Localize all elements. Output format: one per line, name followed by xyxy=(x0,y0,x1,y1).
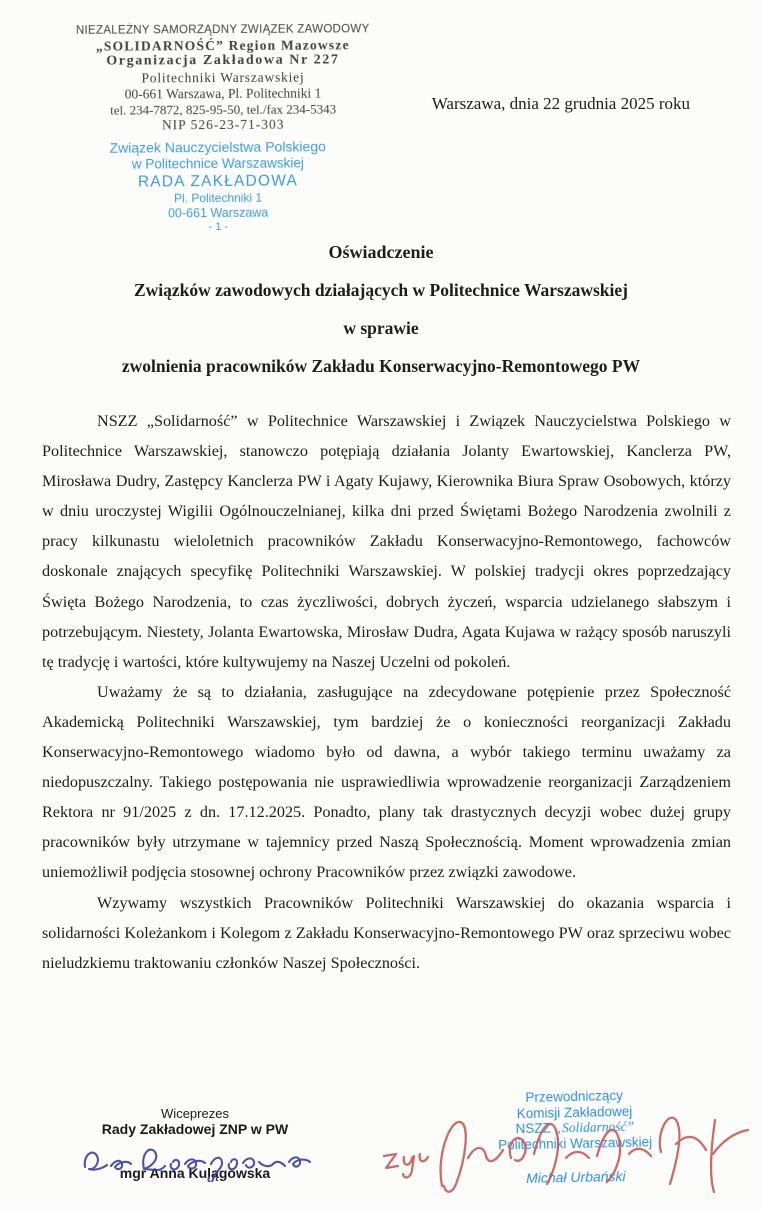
title-line: zwolnienia pracowników Zakładu Konserwacyjno-Remontowego PW xyxy=(121,356,641,376)
body-paragraph-3: Wzywamy wszystkich Pracowników Politechniki Warszawskiej do okazania wsparcia i solidarności Koleżankom i Kolegom z Zakładu Konserwacyjno-Remontowego PW oraz sprzeciwu wobec nieludzkiemu traktowaniu członków Naszej Społeczności. xyxy=(42,893,731,972)
body-paragraph-2: Uważamy że są to działania, zasługujące na zdecydowane potępienie przez Społeczność Akademicką Politechniki Warszawskiej, tym bardziej że o konieczności reorganizacji Zakładu Konserwacyjno-Remontowego wiadomo było od dawna, a wybór takiego terminu uważamy za niedopuszczalny. Takiego postępowania nie usprawiedliwia wprowadzenie reorganizacji Zarządzeniem Rektora nr 91/2025 z dn. 17.12.2025. Ponadto, plany tak drastycznych decyzji wobec dużej grupy pracowników były utrzymane w tajemnicy przed Naszą Społecznością. Moment wprowadzenia zmian uniemożliwił podjęcia stosownej ochrony Pracowników przez związki zawodowe. xyxy=(42,682,731,882)
stamp-line: Politechniki Warszawskiej xyxy=(141,69,305,86)
document-title: Oświadczenie xyxy=(328,242,434,262)
document-body xyxy=(42,406,731,978)
stamp-line: NIP 526-23-71-303 xyxy=(161,116,285,133)
stamp-line: w Politechnice Warszawskiej xyxy=(131,155,304,172)
right-signature-institution: Politechniki Warszawskiej xyxy=(497,1134,653,1153)
date-line: Warszawa, dnia 22 grudnia 2025 roku xyxy=(431,94,690,113)
stamp-line: „SOLIDARNOŚĆ” Region Mazowsze xyxy=(95,36,350,54)
stamp-line: 00-661 Warszawa xyxy=(167,205,269,221)
left-signature-role: Wiceprezes xyxy=(161,1106,229,1121)
stamp-line: - 1 - xyxy=(208,221,229,234)
handwritten-signature-left xyxy=(78,1136,316,1182)
stamp-line: Związek Nauczycielstwa Polskiego xyxy=(109,138,326,156)
letterhead-stamp xyxy=(58,23,389,134)
union-prefix: NSZZ xyxy=(515,1120,555,1137)
stamp-line: NIEZALEŻNY SAMORZĄDNY ZWIĄZEK ZAWODOWY xyxy=(75,23,370,37)
znp-stamp xyxy=(88,138,349,236)
body-paragraph-1: NSZZ „Solidarność” w Politechnice Warszawskiej i Związek Nauczycielstwa Polskiego w Politechnice Warszawskiej, stanowczo potępiają działania Jolanty Ewartowskiej, Kanclerza PW, Mirosława Dudry, Zastępcy Kanclerza PW i Agaty Kujawy, Kierownika Biura Spraw Osobowych, którzy w dniu uroczystej Wigilii Ogólnouczelnianej, kilka dni przed Świętami Bożego Narodzenia zwolnili z pracy kilkunastu wieloletnich pracowników Zakładu Konserwacyjno-Remontowego, fachowców doskonale znających specyfikę Politechniki Warszawskiej. W polskiej tradycji okres poprzedzający Święta Bożego Narodzenia, to czas życzliwości, dobrych życzeń, wsparcia udzielanego słabszym i potrzebującym. Niestety, Jolanta Ewartowska, Mirosław Dudra, Agata Kujawa w rażący sposób naruszyli tę tradycję i wartości, które kultywujemy na Naszej Uczelni od pokoleń. xyxy=(42,412,731,671)
right-signature-org: Komisji Zakładowej xyxy=(516,1103,633,1121)
stamp-line: Organizacja Zakładowa Nr 227 xyxy=(106,52,340,70)
stamp-line: Pl. Politechniki 1 xyxy=(174,191,263,206)
right-signature-name: Michał Urbański xyxy=(525,1167,626,1186)
handwritten-signature-right xyxy=(376,1094,758,1206)
stamp-line: RADA ZAKŁADOWA xyxy=(137,171,299,191)
stamp-line: tel. 234-7872, 825-95-50, tel./fax 234-5343 xyxy=(110,101,337,118)
title-line: w sprawie xyxy=(343,318,419,338)
right-signature-role: Przewodniczący xyxy=(525,1087,624,1106)
document-title-block xyxy=(0,233,762,385)
left-signature-name: mgr Anna Kulągowska xyxy=(119,1164,271,1181)
title-line: Związków zawodowych działających w Politechnice Warszawskiej xyxy=(133,280,628,300)
left-signature-org: Rady Zakładowej ZNP w PW xyxy=(101,1121,289,1138)
stamp-line: 00-661 Warszawa, Pl. Politechniki 1 xyxy=(124,85,322,102)
union-name: „Solidarność” xyxy=(554,1119,635,1136)
